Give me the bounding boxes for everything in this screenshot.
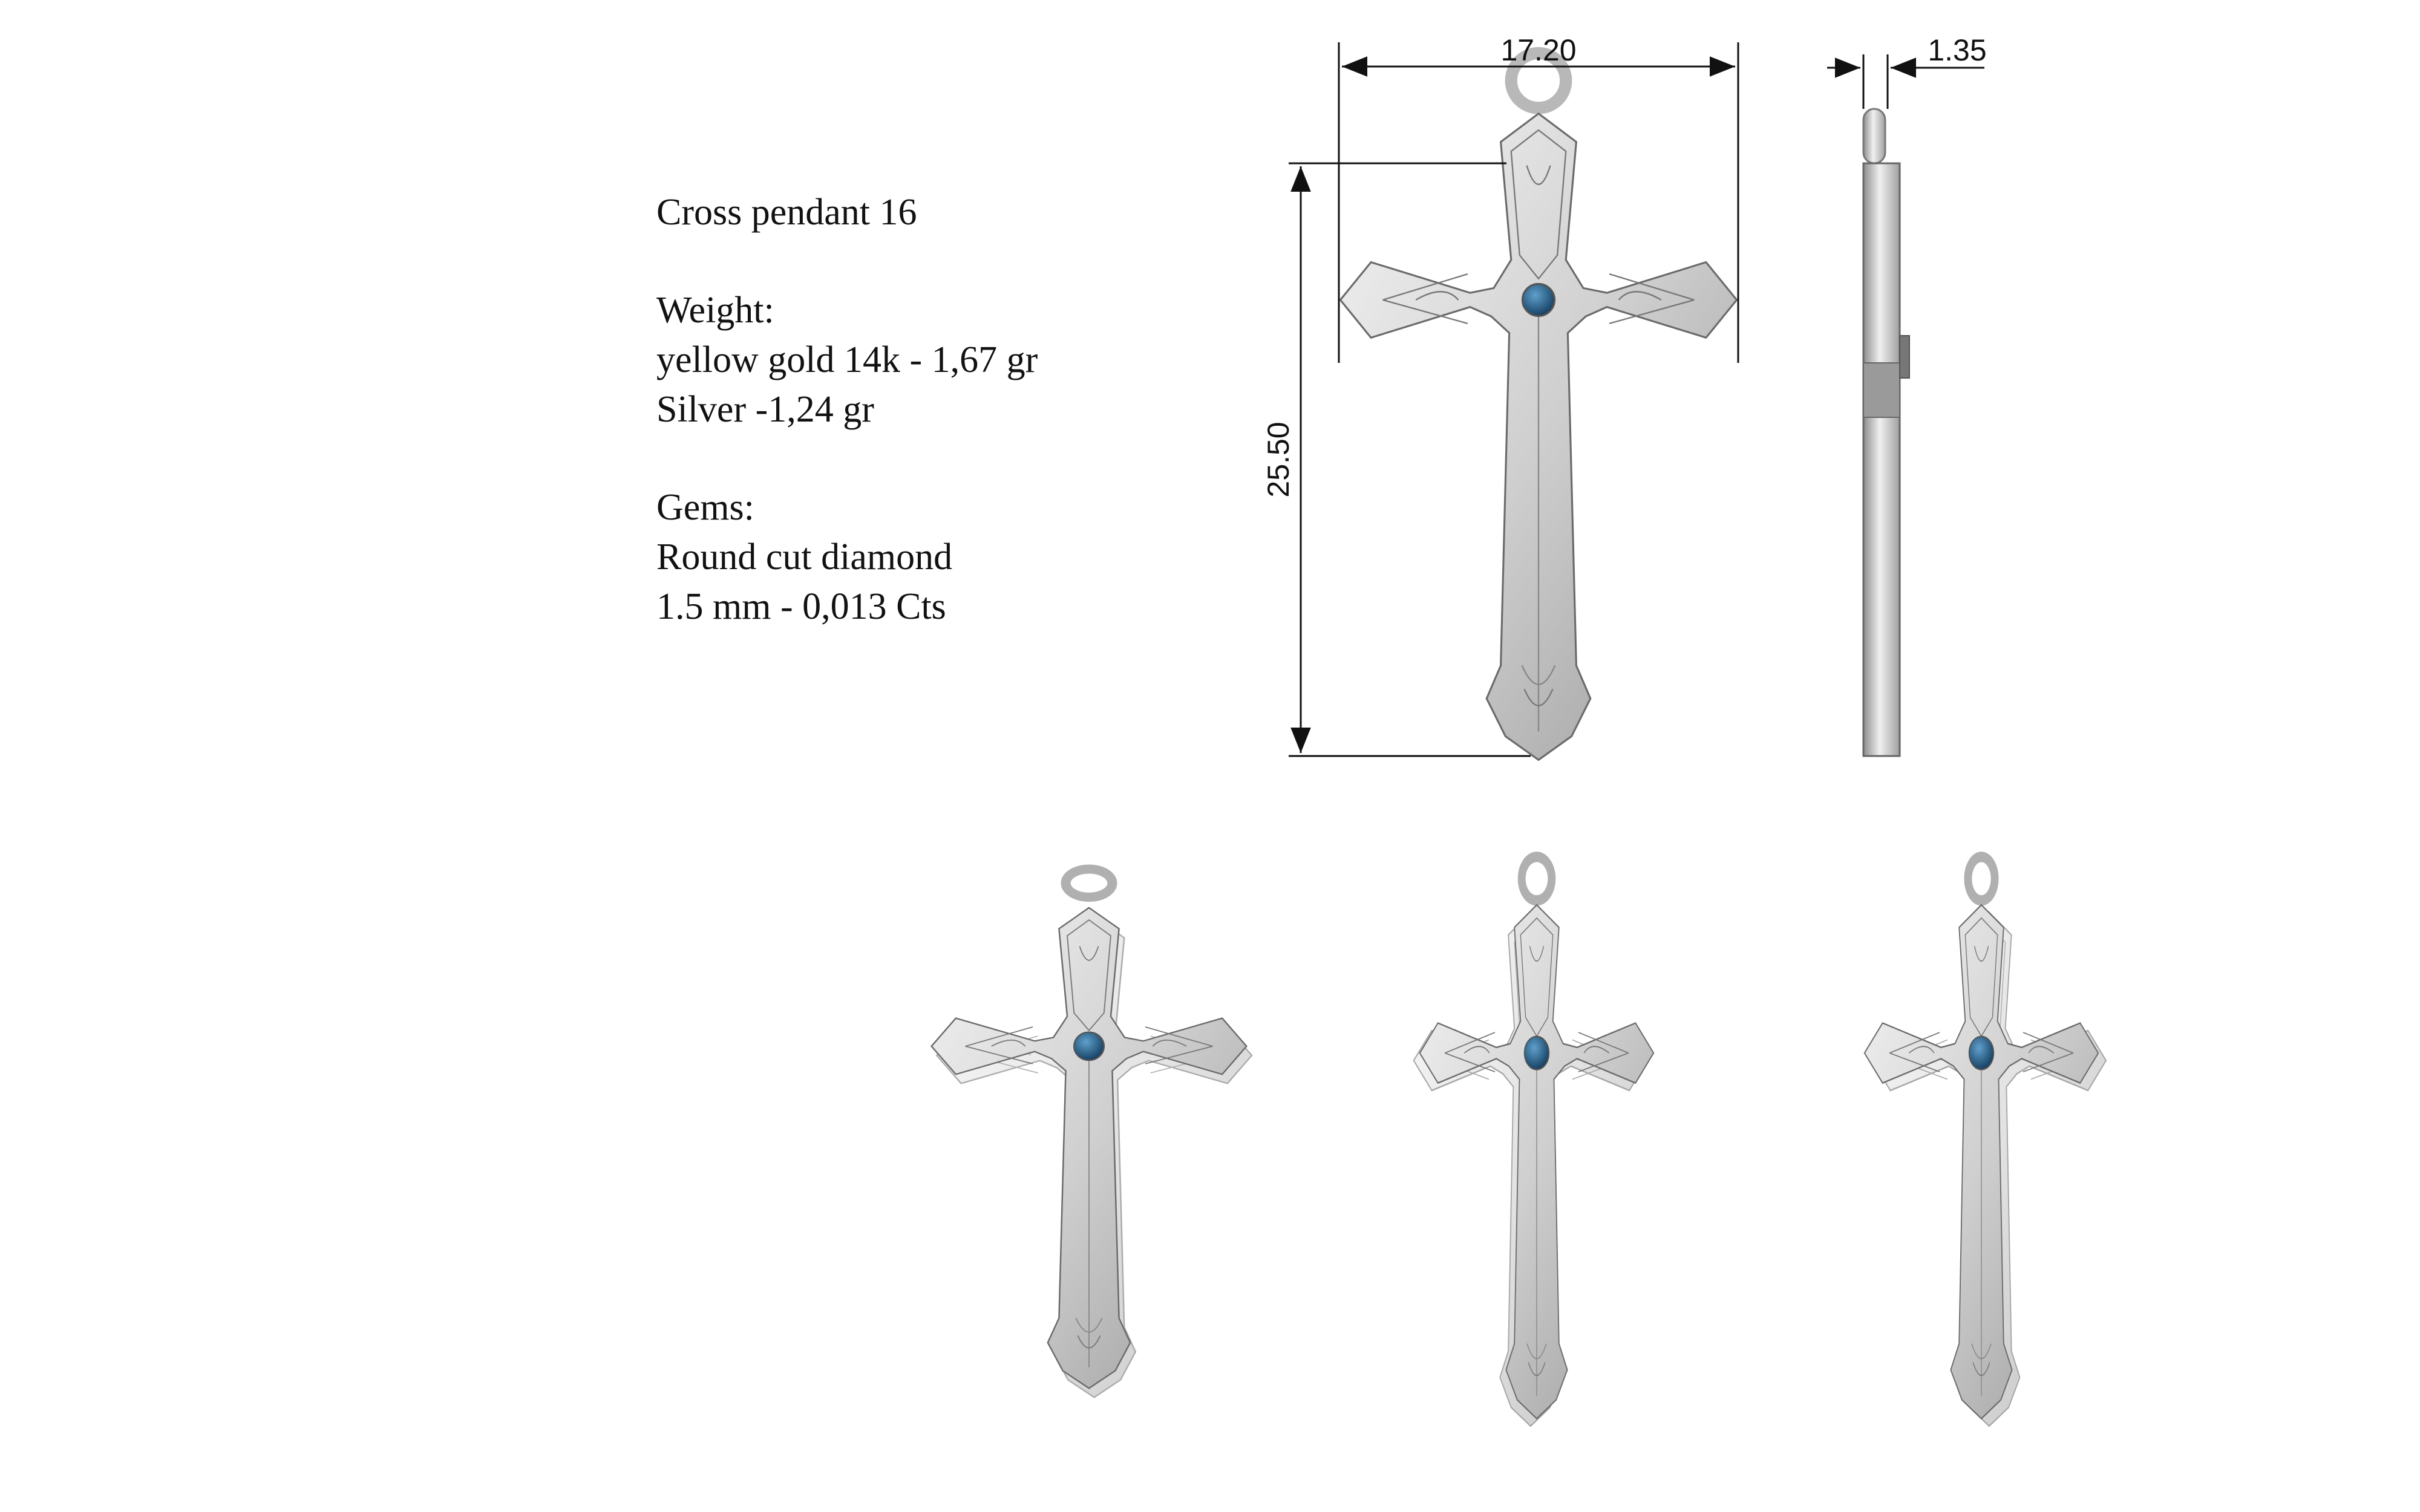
gem-size: 1.5 mm - 0,013 Cts — [656, 586, 946, 627]
product-title: Cross pendant 16 — [656, 192, 917, 233]
width-value: 17.20 — [1500, 33, 1577, 67]
side-view — [1863, 109, 1909, 756]
thickness-value: 1.35 — [1928, 33, 1987, 67]
weight-gold: yellow gold 14k - 1,67 gr — [656, 339, 1038, 380]
gem-setting-side — [1900, 336, 1909, 378]
height-dimension — [1261, 163, 1531, 756]
diamond-gem — [1969, 1037, 1993, 1070]
weight-silver: Silver -1,24 gr — [656, 389, 874, 430]
weight-heading: Weight: — [656, 290, 774, 331]
diamond-gem — [1525, 1037, 1549, 1070]
front-view — [1340, 53, 1736, 760]
perspective-left-view — [932, 869, 1252, 1397]
cross-side-body — [1863, 163, 1900, 756]
gem-type: Round cut diamond — [656, 536, 953, 578]
perspective-right-view — [1865, 857, 2106, 1426]
diamond-gem — [1074, 1032, 1104, 1060]
perspective-front-view — [1414, 857, 1654, 1426]
gems-heading: Gems: — [656, 487, 754, 528]
thickness-dimension — [1827, 33, 1987, 109]
height-value: 25.50 — [1261, 422, 1295, 498]
bail-side — [1863, 109, 1885, 163]
diamond-gem — [1522, 284, 1554, 316]
